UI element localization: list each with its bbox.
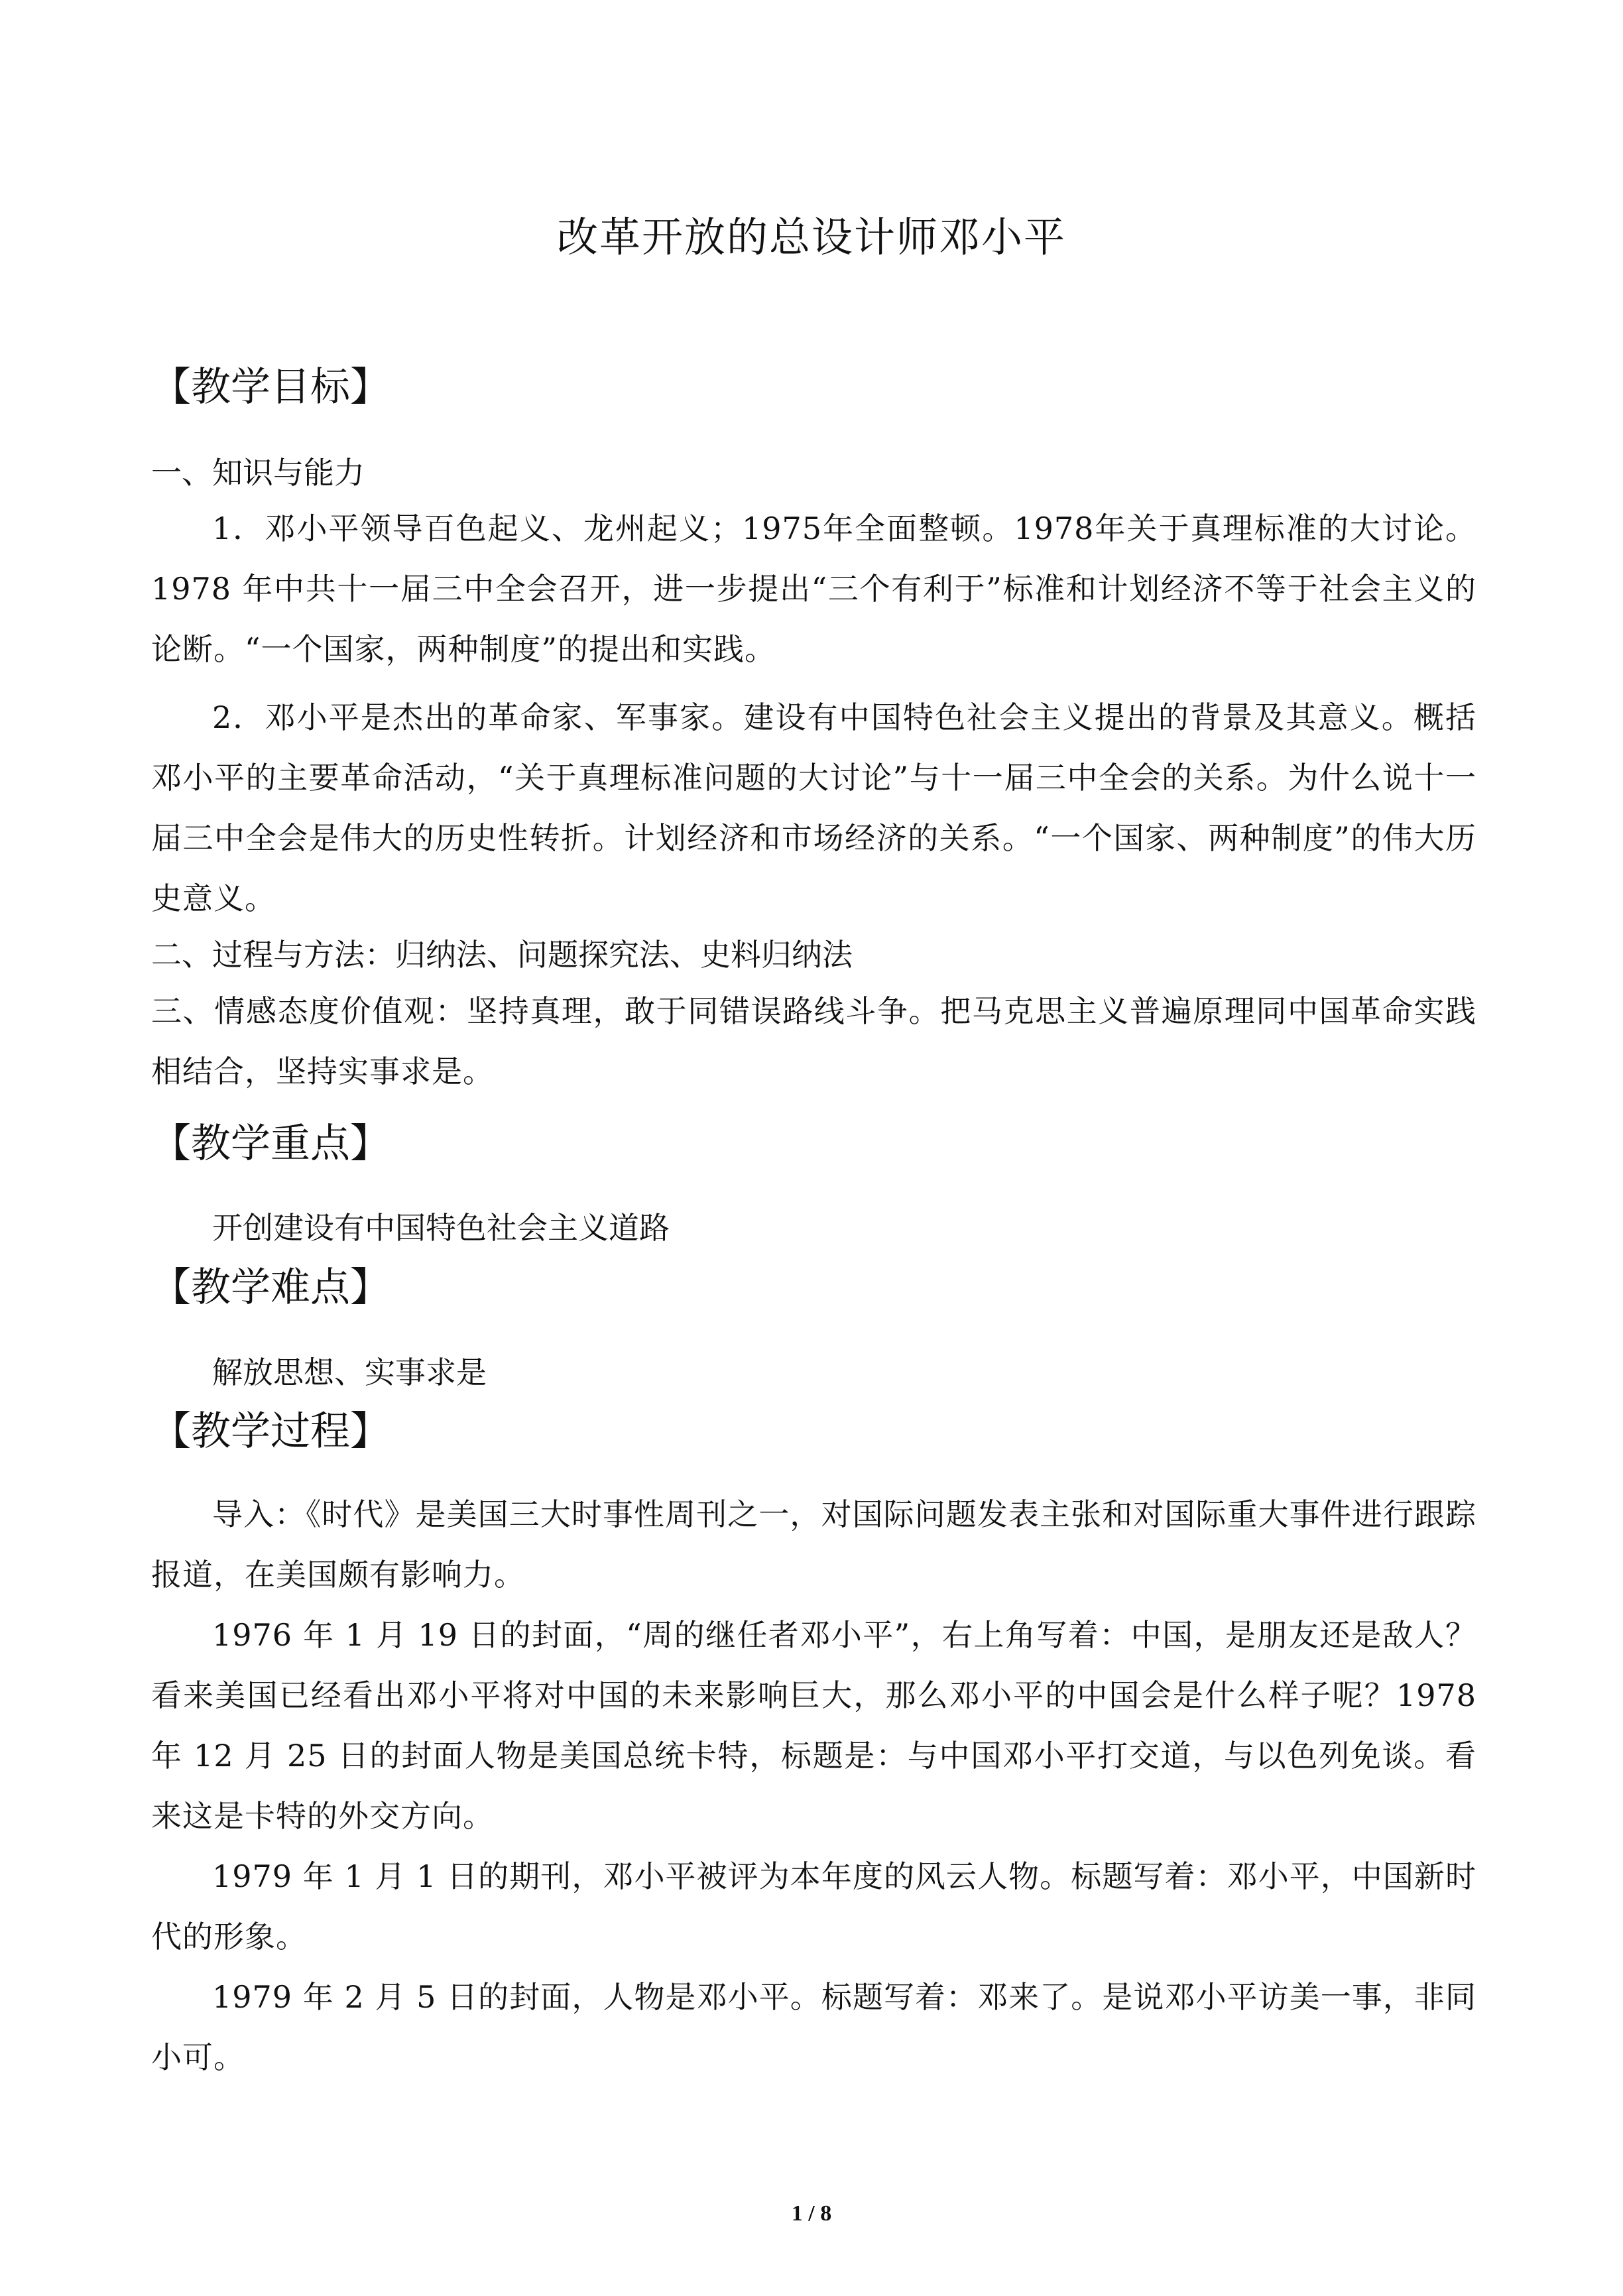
knowledge-paragraph-1: 1．邓小平领导百色起义、龙州起义；1975年全面整顿。1978年关于真理标准的大讨论。1978 年中共十一届三中全会召开，进一步提出“三个有利于”标准和计划经济不等于社会主义的论断。“一个国家，两种制度”的提出和实践。 — [151, 511, 1476, 667]
knowledge-heading: 一、知识与能力 — [151, 455, 365, 491]
process-paragraph-2: 1976 年 1 月 19 日的封面，“周的继任者邓小平”，右上角写着：中国，是朋友还是敌人？看来美国已经看出邓小平将对中国的未来影响巨大，那么邓小平的中国会是什么样子呢？1978 年 12 月 25 日的封面人物是美国总统卡特，标题是：与中国邓小平打交道，与以色列免谈。看来这是卡特的外交方向。 — [151, 1617, 1476, 1834]
objectives-heading: 【教学目标】 — [151, 364, 390, 410]
process-paragraph-4: 1979 年 2 月 5 日的封面，人物是邓小平。标题写着：邓来了。是说邓小平访美一事，非同小可。 — [151, 1979, 1476, 2075]
knowledge-paragraph-2: 2．邓小平是杰出的革命家、军事家。建设有中国特色社会主义提出的背景及其意义。概括邓小平的主要革命活动，“关于真理标准问题的大讨论”与十一届三中全会的关系。为什么说十一届三中全会是伟大的历史性转折。计划经济和市场经济的关系。“一个国家、两种制度”的伟大历史意义。 — [151, 699, 1476, 916]
difficulty-heading: 【教学难点】 — [151, 1264, 390, 1311]
keypoint-text: 开创建设有中国特色社会主义道路 — [212, 1210, 670, 1246]
process-paragraph-1: 导入：《时代》是美国三大时事性周刊之一，对国际问题发表主张和对国际重大事件进行跟踪报道，在美国颇有影响力。 — [151, 1496, 1476, 1593]
keypoint-heading: 【教学重点】 — [151, 1120, 390, 1167]
document-title: 改革开放的总设计师邓小平 — [556, 213, 1066, 261]
difficulty-text: 解放思想、实事求是 — [212, 1355, 487, 1390]
process-heading: 【教学过程】 — [151, 1408, 390, 1455]
attitude-paragraph: 三、情感态度价值观：坚持真理，敢于同错误路线斗争。把马克思主义普遍原理同中国革命实践相结合，坚持实事求是。 — [151, 993, 1476, 1089]
process-paragraph-3: 1979 年 1 月 1 日的期刊，邓小平被评为本年度的风云人物。标题写着：邓小平，中国新时代的形象。 — [151, 1858, 1476, 1955]
page-number: 1 / 8 — [791, 2201, 832, 2226]
process-method-line: 二、过程与方法：归纳法、问题探究法、史料归纳法 — [151, 937, 853, 973]
